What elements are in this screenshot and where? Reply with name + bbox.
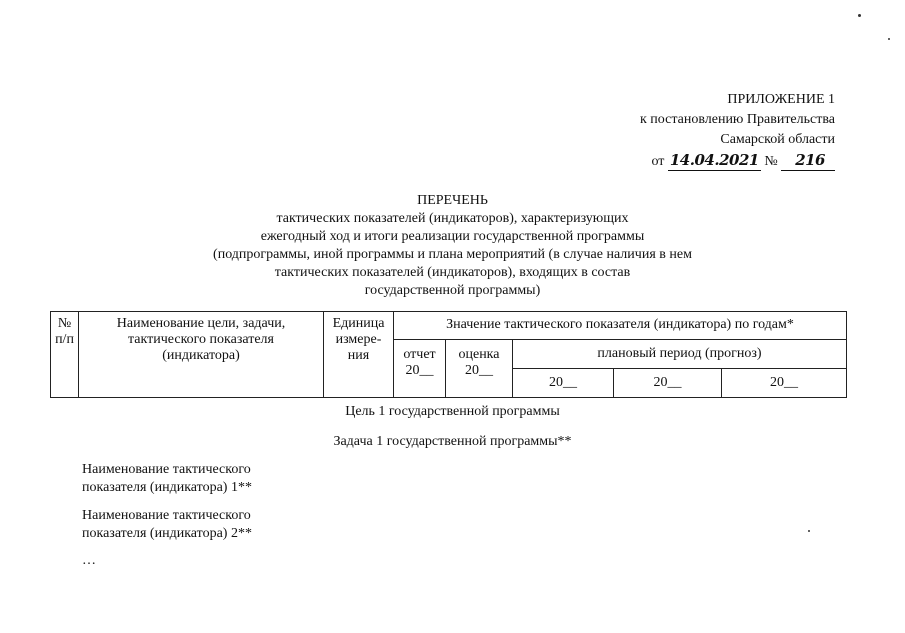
indicator-2 (82, 507, 252, 543)
indicator-1 (82, 461, 252, 497)
header-estimate (446, 340, 513, 398)
goal-line: Цель 1 государственной программы (345, 404, 560, 419)
header-unit: Единица измере-ния (324, 312, 394, 398)
plan-year-1: 20__ (513, 369, 614, 398)
region-line: Самарской области (720, 132, 835, 147)
task-line: Задача 1 государственной программы** (333, 434, 572, 449)
plan-year-3: 20__ (722, 369, 847, 398)
year-placeholder: 20__ (405, 363, 434, 378)
scan-speck (858, 14, 861, 17)
indicator-1-line2: показателя (индикатора) 1** (82, 480, 252, 495)
handwritten-date: 14.04.2021 (669, 151, 759, 169)
approval-block (640, 90, 835, 172)
indicator-2-line2: показателя (индикатора) 2** (82, 526, 252, 541)
appendix-title: ПРИЛОЖЕНИЕ 1 (727, 92, 835, 107)
indicator-2-line1: Наименование тактического (82, 508, 251, 523)
header-report (394, 340, 446, 398)
ellipsis: … (82, 553, 96, 568)
header-plan-period: плановый период (прогноз) (513, 340, 847, 369)
document-title (0, 192, 905, 300)
scan-speck (888, 38, 890, 40)
title-line: ежегодный ход и итоги реализации государственной программы (260, 229, 645, 244)
indicator-1-line1: Наименование тактического (82, 462, 251, 477)
year-placeholder: 20__ (465, 363, 493, 378)
header-name: Наименование цели, задачи, тактического показателя (индикатора) (79, 312, 324, 398)
header-values: Значение тактического показателя (индикатора) по годам* (394, 312, 847, 340)
date-prefix: от (651, 154, 665, 169)
title-line: тактических показателей (индикаторов), входящих в состав (274, 265, 631, 280)
decree-line: к постановлению Правительства (639, 112, 835, 127)
header-estimate-label: оценка (458, 347, 500, 362)
title-line: государственной программы) (364, 283, 541, 298)
header-number: № п/п (51, 312, 79, 398)
header-report-label: отчет (403, 347, 436, 362)
date-number-line (640, 150, 835, 172)
title-line: тактических показателей (индикаторов), характеризующих (276, 211, 629, 226)
title-heading: ПЕРЕЧЕНЬ (417, 193, 488, 208)
title-line: (подпрограммы, иной программы и плана мероприятий (в случае наличия в нем (213, 247, 692, 262)
number-sign: № (764, 154, 778, 169)
handwritten-number: 216 (781, 150, 835, 171)
indicators-table (50, 311, 847, 398)
scan-speck (808, 530, 810, 532)
plan-year-2: 20__ (614, 369, 722, 398)
